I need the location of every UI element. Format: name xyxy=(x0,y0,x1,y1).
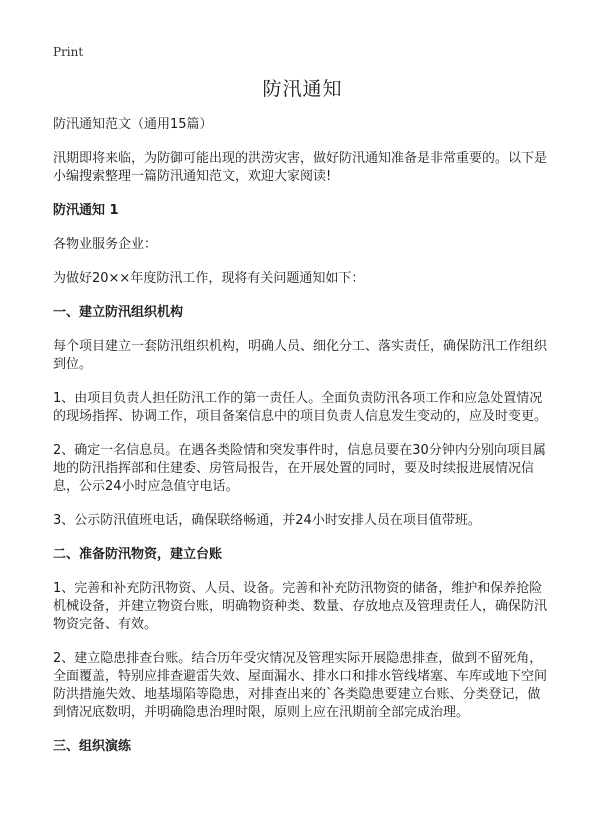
notice-heading: 防汛通知 1 xyxy=(53,203,119,218)
section1-item-2: 2、确定一名信息员。在遇各类险情和突发事件时，信息员要在30分钟内分别向项目属地的防汛指挥部和住建委、房管局报告，在开展处置的同时，要及时续报进展情况信息，公示24小时应急值守电话。 xyxy=(53,443,546,494)
section-heading-1: 一、建立防汛组织机构 xyxy=(53,305,184,320)
section1-item-3: 3、公示防汛值班电话，确保联络畅通，并24小时安排人员在项目值带班。 xyxy=(53,513,481,528)
section1-item-1: 1、由项目负责人担任防汛工作的第一责任人。全面负责防汛各项工作和应急处置情况的现场指挥、协调工作，项目备案信息中的项目负责人信息发生变动的，应及时变更。 xyxy=(53,391,548,424)
section2-item-1: 1、完善和补充防汛物资、人员、设备。完善和补充防汛物资的储备，维护和保养抢险机械设备，并建立物资台账，明确物资种类、数量、存放地点及管理责任人，确保防汛物资完备、有效。 xyxy=(53,581,548,632)
section1-body: 每个项目建立一套防汛组织机构，明确人员、细化分工、落实责任，确保防汛工作组织到位。 xyxy=(53,339,548,372)
section-heading-2: 二、准备防汛物资，建立台账 xyxy=(53,547,223,562)
salutation: 各物业服务企业： xyxy=(53,237,158,252)
document-title: 防汛通知 xyxy=(262,78,343,100)
opening-paragraph: 为做好20××年度防汛工作，现将有关问题通知如下： xyxy=(53,271,365,286)
intro-paragraph: 汛期即将来临，为防御可能出现的洪涝灾害，做好防汛通知准备是非常重要的。以下是小编搜索整理一篇防汛通知范文，欢迎大家阅读! xyxy=(53,151,548,184)
section-heading-3: 三、组织演练 xyxy=(53,739,132,754)
document-subtitle: 防汛通知范文（通用15篇） xyxy=(53,117,213,132)
print-label[interactable]: Print xyxy=(53,45,84,59)
section2-item-2: 2、建立隐患排查台账。结合历年受灾情况及管理实际开展隐患排查，做到不留死角，全面覆盖，特别应排查避雷失效、屋面漏水、排水口和排水管线堵塞、车库或地下空间防洪措施失效、地基塌陷等隐患，对排查出来的`各类隐患要建立台账、分类登记，做到情况底数明，并明确隐患治理时限，原则上应在汛期前全部完成治理。 xyxy=(53,651,548,720)
